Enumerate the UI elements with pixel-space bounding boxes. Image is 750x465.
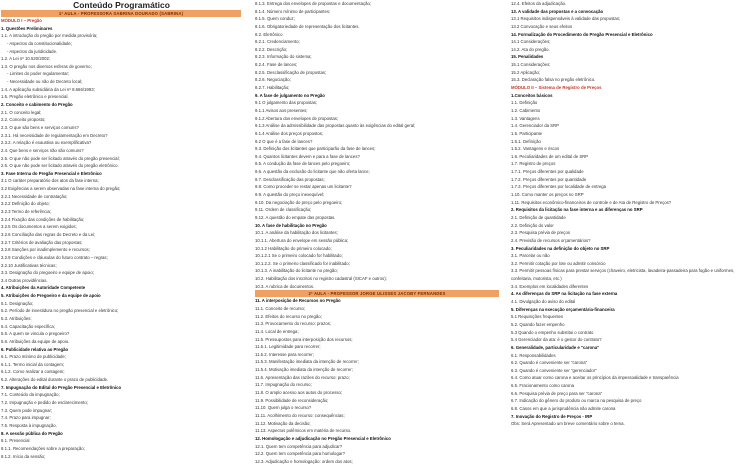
title-spacer	[1, 0, 241, 10]
outline-item: 3.2.3 Termo de referência;	[1, 209, 52, 215]
outline-item: 3.2.10 Justificativas técnicas;	[1, 262, 57, 268]
outline-item: 14.1 Considerações;	[511, 39, 551, 45]
section-heading: 5. Diferenças na execução orçamentária-financeira	[511, 306, 615, 312]
outline-item: 6.1.2. Como realizar a contagem;	[1, 369, 65, 375]
outline-item: 13.2 Convocação e seus efeitos	[511, 23, 573, 29]
outline-item: 3.4. Exemplos em localidades diferentes	[511, 283, 589, 289]
outline-item: 5.5. A quem se vincula o pregoeiro?	[1, 331, 70, 337]
outline-item: 3.4 Outras providências.	[1, 277, 48, 283]
outline-item: 1.3. O pregão nos diversos esferas de governo;	[1, 63, 92, 69]
outline-item: 3.2.8 Sanções por inadimplemento e recursos;	[1, 247, 90, 253]
outline-item: 8.1. Presencial	[1, 438, 30, 444]
section-heading: 2. Requisitos da licitação na fase interna e as diferenças no SRP	[511, 207, 643, 213]
outline-item: 3.2 Exigências a serem observadas na fase interna do pregão;	[1, 186, 121, 192]
outline-item: 7.1. Conteúdo da impugnação;	[1, 392, 60, 398]
outline-item: 9.5. A condução da fase de lances pelo pregoeiro;	[255, 161, 351, 167]
outline-item: 8.1.1. Recomendações sobre a preparação;	[1, 445, 85, 451]
outline-subitem: - Aspectos da constitucionalidade;	[7, 40, 72, 46]
outline-item: 8.1.5. Quem conduz;	[255, 16, 295, 22]
outline-item: 5.2. Período de investidura no pregão presencial e eletrônico;	[1, 308, 119, 314]
outline-item: 5.4. Capacitação específica;	[1, 323, 55, 329]
outline-item: 11.7. Impugnação do recurso;	[255, 382, 312, 388]
outline-item: 9.1.1 Avisos aos presentes;	[255, 107, 308, 113]
outline-item: 12.4. Efeitos da adjudicação.	[511, 1, 567, 6]
outline-item: 1.6. Peculiaridades de um edital de SRP	[511, 153, 589, 159]
outline-item: 6.5. Fracionamento como carona	[511, 383, 575, 389]
outline-item: 9.7. Desclassificação das propostas;	[255, 176, 325, 182]
page-title: Conteúdo Programático	[73, 0, 170, 10]
outline-item: 10.1.3. A inabilitação do licitante no pregão;	[255, 268, 338, 274]
outline-subitem: - Aspectos da juridicidade.	[7, 48, 58, 54]
outline-item: 2.1. O conceito legal;	[1, 109, 42, 115]
outline-item: 2.2. Conceito proposto;	[1, 117, 46, 123]
outline-item: 8.2.7. Habilitação;	[255, 85, 290, 91]
outline-item: 10.1.2.1 Se o primeiro colocado for habilitado;	[255, 253, 343, 259]
outline-item: 8.2.5. Desclassificação de propostas;	[255, 69, 327, 75]
outline-item: 3.2.6 Conciliação das regras do Decreto e da Lei;	[1, 231, 96, 237]
outline-item: 9.1.4 Análise dos preços propostos;	[255, 130, 324, 136]
outline-item: 1.5.1. Definição	[511, 138, 541, 144]
outline-item: 10.2. Habilitação dos inscritos no registro cadastral (SICAF e outros);	[255, 276, 387, 282]
section-heading: 4. Atribuições da Autoridade Competente	[1, 285, 86, 291]
outline-item: 8.1.4. Número mínimo de participantes;	[255, 8, 331, 14]
outline-item: 2.3. O que são bens e serviços comuns?	[1, 124, 79, 130]
outline-subitem: - Necessidade ou não de Decreto local;	[7, 79, 83, 85]
outline-item: 11.9. Possibilidade de reconsideração;	[255, 397, 329, 403]
outline-item: 1.4. A aplicação subsidiária da Lei nº 8.666/1993;	[1, 86, 95, 92]
outline-item: 15.3. Declaração falsa no pregão eletrônico.	[511, 77, 596, 83]
outline-column-2	[255, 0, 499, 465]
outline-item: 1.11. Requisitos econômico-financeiros de controle e de Ata de Registro de Preços?	[511, 199, 672, 205]
outline-item: 3.3. Permitir pessoas físicas para prestar serviços (chaveiro, eletricista, lavadeira-passadeira para fogão e uniformes, confeitaria, motorista, etc.)	[511, 268, 735, 282]
outline-item: 11.13. Aspectos polêmicos em matéria de recurso.	[255, 428, 352, 434]
module-heading: MÓDULO I – Pregão	[1, 18, 42, 23]
outline-item: 13.1 Requisitos indispensáveis à validade das propostas;	[511, 16, 621, 22]
outline-item: 7.4. Prazo para impugnar;	[1, 415, 51, 421]
outline-item: 11.6. Apresentação das razões do recurso: prazo;	[255, 374, 350, 380]
outline-item: 9.4. Quantos licitantes devem e para a fase de lances?	[255, 153, 360, 159]
outline-item: 14.2. Ata do pregão.	[511, 46, 550, 52]
section-heading: 5. Atribuições do Pregoeiro e da equipe de apoio	[1, 293, 101, 299]
outline-item: 2.4. Que bens e serviços não são comuns?	[1, 147, 84, 153]
section-heading: 11. A interposição de Recursos no Pregão	[255, 298, 341, 304]
section-heading: 2. Conceito e cabimento do Pregão	[1, 102, 73, 108]
outline-item: 1.2. A Lei nº 10.520/2002;	[1, 56, 51, 62]
section-heading: 3. Fase Interna do Pregão Presencial e Eletrônico	[1, 170, 102, 176]
outline-item: 1.3. Vantagens	[511, 115, 540, 121]
section-heading: 14. Formalização do Procedimento do Pregão Presencial e Eletrônico	[511, 31, 653, 37]
section-heading: 6. Generalidade, particularidade e "carona"	[511, 344, 600, 350]
outline-item: 5.1 Requisições frequentes	[511, 314, 564, 320]
outline-item: 11.8. O amplo acesso aos autos do processo;	[255, 390, 343, 396]
outline-item: 9.8. Como proceder se restar apenas um licitante?	[255, 184, 352, 190]
lecture-banner	[1, 10, 241, 17]
outline-item: 7.5. Resposta à impugnação.	[1, 422, 57, 428]
outline-item: 3.2.1 Necessidade de contratação;	[1, 193, 68, 199]
section-heading: 3. Peculiaridades na definição do objeto no SRP	[511, 245, 610, 251]
outline-item: 1.7.2. Preços diferentes por quantidade	[511, 176, 587, 182]
section-heading: 15. Penalidades	[511, 54, 544, 60]
outline-item: 5.2. Quando fazer empenho	[511, 321, 565, 327]
outline-item: 5.6. Atribuições da equipe de apoio.	[1, 338, 70, 344]
outline-item: 2.3.2. A relação é exaustiva ou exemplificativa?	[1, 140, 92, 146]
outline-item: 3.2.9 Condições e cláusulas do futuro contrato – regras;	[1, 254, 108, 260]
outline-item: 6.2. Alterações do edital durante o prazo de publicidade.	[1, 377, 109, 383]
section-heading: 1. Questões Preliminares	[1, 25, 53, 31]
outline-item: 1.1. A introdução do pregão por medida provisória;	[1, 33, 98, 39]
outline-subitem: - Limites do poder regulamentar;	[7, 71, 70, 77]
outline-item: 9.12. A questão do empate das propostas.	[255, 214, 336, 220]
outline-item: 6.4. Como atuar como carona e aceitar os princípios da impessoalidade e transparência	[511, 375, 679, 381]
outline-item: 1.4. Gerenciador da SRP	[511, 123, 560, 129]
section-heading: 13. A validade das propostas e a convocação	[511, 8, 604, 14]
outline-item: 12.3. Adjudicação e homologação: ordem dos atos;	[255, 458, 353, 464]
outline-item: 7.3. Quem pode impugnar;	[1, 407, 53, 413]
outline-item: 11.11. Acolhimento do recurso: consequências;	[255, 412, 345, 418]
outline-item: 6.7. Indicação do gênero do produto ou marca na pesquisa de preço	[511, 398, 642, 404]
outline-item: 11.10. Quem julga o recurso?	[255, 405, 312, 411]
outline-item: 11.1. Conceito de recurso;	[255, 305, 306, 311]
outline-item: 8.2.4. Fase de lances;	[255, 62, 298, 68]
outline-item: 11.5.4. Motivação imediata da intenção de recorrer;	[255, 367, 353, 373]
outline-item: 2.4. Previsão de recursos orçamentários?	[511, 237, 591, 243]
outline-item: 11.12. Motivação da decisão;	[255, 420, 311, 426]
outline-item: 6.6. Pesquisa prévia de preço para ser "carona"	[511, 390, 603, 396]
outline-item: 6.1.1. Termo inicial da contagem;	[1, 361, 64, 367]
outline-item: 2.3. Pesquisa prévia de preços	[511, 230, 570, 236]
outline-item: 8.2. Eletrônico	[255, 31, 283, 37]
outline-item: 11.4. Local de entrega;	[255, 328, 299, 334]
outline-item: 2.2. Definição do valor	[511, 222, 554, 228]
outline-item: 2.6. O que não pode ser licitado através do pregão eletrônico.	[1, 163, 119, 169]
section-heading: 10. A fase de habilitação no Pregão	[255, 222, 327, 228]
outline-item: 2.1. Definição de quantidade	[511, 214, 566, 220]
outline-item: 3.2.4 Fixação das condições de habilitação;	[1, 216, 85, 222]
outline-item: 9.2 O que é a fase de lances?	[255, 138, 313, 144]
outline-item: 3.1. Parcelar ou não	[511, 253, 550, 259]
outline-item: 11.3. Provocamento do recurso: prazos;	[255, 321, 332, 327]
section-heading: 12. Homologação e adjudicação no Pregão Presencial e Eletrônico	[255, 435, 391, 441]
outline-item: 9.1.3 Análise da admissibilidade das propostas quanto às exigências do edital geral;	[255, 123, 416, 129]
outline-item: 1.2. Cabimento	[511, 107, 541, 113]
outline-item: 1.5. Participante	[511, 130, 543, 136]
outline-item: 6.8. Casos em que a jurisprudência não admite carona	[511, 405, 616, 411]
outline-item: 8.2.6. Negociação;	[255, 77, 291, 83]
outline-item: 11.5. Pressupostos para interposição dos recursos;	[255, 336, 353, 342]
outline-item: 12.2. Quem tem competência para homologar?	[255, 451, 346, 457]
outline-item: 5.4 Gerenciador da ata: é o gestor do contrato?	[511, 337, 602, 343]
outline-item: 1.7. Registro de preços	[511, 161, 556, 167]
outline-item: 1.10. Como manter os preços no SRP	[511, 192, 584, 198]
outline-item: 4.1. Divulgação do aviso do edital	[511, 299, 576, 305]
outline-item: 1.7.3. Preços diferentes por localidade de entrega	[511, 184, 607, 190]
outline-item: 9.1.2 Abertura dos envelopes de propostas;	[255, 115, 339, 121]
outline-item: 8.1.3. Entrega dos envelopes de propostas e documentação;	[255, 1, 372, 6]
outline-item: 3.3. Designação do pregoeiro e equipe de apoio;	[1, 270, 94, 276]
outline-item: 9.3. Definição dos licitantes que participarão da fase de lances;	[255, 146, 376, 152]
outline-item: 10.3. A rubrica de documentos.	[255, 283, 315, 289]
outline-item: 3.2.2 Definição do objeto;	[1, 201, 50, 207]
section-heading: 1.Conceitos básicos	[511, 92, 553, 98]
outline-column-3	[511, 0, 750, 428]
outline-item: 6.1. Prazo mínimo de publicidade;	[1, 354, 66, 360]
outline-item: 8.1.2. Início da sessão;	[1, 453, 46, 459]
outline-item: 2.3.1. Há necessidade de regulamentação em Decreto?	[1, 132, 108, 138]
outline-item: 1.5.2. Vantagens e riscos	[511, 146, 560, 152]
outline-item: 11.5.3. Manifestação imediata da intenção de recorrer;	[255, 359, 359, 365]
section-heading: 6. Publicidade relativa ao Pregão	[1, 346, 69, 352]
outline-item: 10.1.2 Habilitação do primeiro colocado;	[255, 245, 332, 251]
outline-item: 6.2. Quando é conveniente ser "carona"	[511, 360, 588, 366]
outline-item: 9.9. A questão do preço inexequível;	[255, 192, 325, 198]
section-heading: 7. Impugnação do Edital do Pregão Presencial e Eletrônico	[1, 384, 122, 390]
section-heading: 9. A fase de julgamento no Pregão	[255, 92, 325, 98]
outline-item: 5.3 Quando o empenho substitui o contrato	[511, 329, 594, 335]
outline-item: 7.2. Impugnação e pedido de esclarecimento;	[1, 400, 88, 406]
lecture-banner-text: 2ª AULA - PROFESSOR JORGE ULISSES JACOBY FERNANDES	[308, 291, 446, 297]
section-heading: 4. As diferenças do SRP na licitação na fase externa	[511, 291, 618, 297]
outline-column-1	[1, 0, 241, 460]
outline-item: 3.2. Permitir cotação por lote ou admitir consórcio	[511, 260, 606, 266]
outline-item: 3.1 O caráter preparatório dos atos da fase interna;	[1, 178, 99, 184]
outline-item: 1.1. Definição	[511, 100, 538, 106]
outline-item: 11.5.2. Interesse para recorrer;	[255, 351, 314, 357]
outline-item: 8.2.3. Informação do sistema;	[255, 54, 312, 60]
outline-item: 10.1. A análise da habilitação dos licitantes;	[255, 230, 338, 236]
outline-item: 9.6. A questão da exclusão do licitante que não oferta lance;	[255, 169, 370, 175]
lecture-banner-text: 1ª AULA - PROFESSORA SABRINA DOURADO (SABRINA)	[58, 11, 184, 16]
section-heading: 8. A sessão pública do Pregão	[1, 430, 63, 436]
outline-item: 3.2.5 Os documentos a serem exigidos;	[1, 224, 77, 230]
outline-item: 12.1. Quem tem competência para adjudicar?	[255, 443, 343, 449]
outline-item: 2.5. O que não pode ser licitado através do pregão presencial;	[1, 155, 120, 161]
outline-item: 5.1. Designação;	[1, 300, 34, 306]
outline-item: 15.2 Aplicação;	[511, 69, 541, 75]
outline-item: 5.3. Atribuições;	[1, 315, 32, 321]
outline-item: 10.1.1. Abertura do envelope em sessão pública;	[255, 237, 349, 243]
outline-item: 15.1 Considerações;	[511, 62, 551, 68]
outline-item: 6.3. Quando é conveniente ser "gerenciador"	[511, 367, 597, 373]
outline-item: 6.1. Responsabilidades	[511, 352, 556, 358]
outline-item: 10.1.2.2. Se o primeiro classificado for inabilitado;	[255, 260, 350, 266]
outline-item: 8.2.2. Descrição;	[255, 46, 288, 52]
outline-item: 9.1 O julgamento das propostas;	[255, 100, 318, 106]
outline-item: 9.11. Ordem de classificação;	[255, 207, 312, 213]
outline-item: 1.7.1. Preços diferentes por qualidade	[511, 169, 584, 175]
lecture-banner	[255, 290, 499, 297]
outline-item: 11.5.1. Legitimidade para recorrer;	[255, 344, 321, 350]
outline-item: 11.2. Efeitos do recurso no pregão;	[255, 313, 322, 319]
outline-item: 8.2.1. Credenciamento;	[255, 39, 300, 45]
section-heading: 7. Inovação do Registro de Preços - IRP	[511, 413, 593, 419]
outline-item: 8.1.6. Obrigatoriedade de representação dos licitantes.	[255, 23, 360, 29]
outline-item: Obs: Será Apresentado um breve comentário sobre o tema.	[511, 421, 625, 427]
module-heading: MÓDULO II – Sistema de Registro de Preços	[511, 85, 602, 91]
outline-item: 3.2.7 Critérios de avaliação das propostas;	[1, 239, 83, 245]
outline-item: 1.5. Pregão eletrônico e presencial.	[1, 94, 69, 100]
outline-item: 9.10. Da negociação do preço pelo pregoeiro;	[255, 199, 343, 205]
